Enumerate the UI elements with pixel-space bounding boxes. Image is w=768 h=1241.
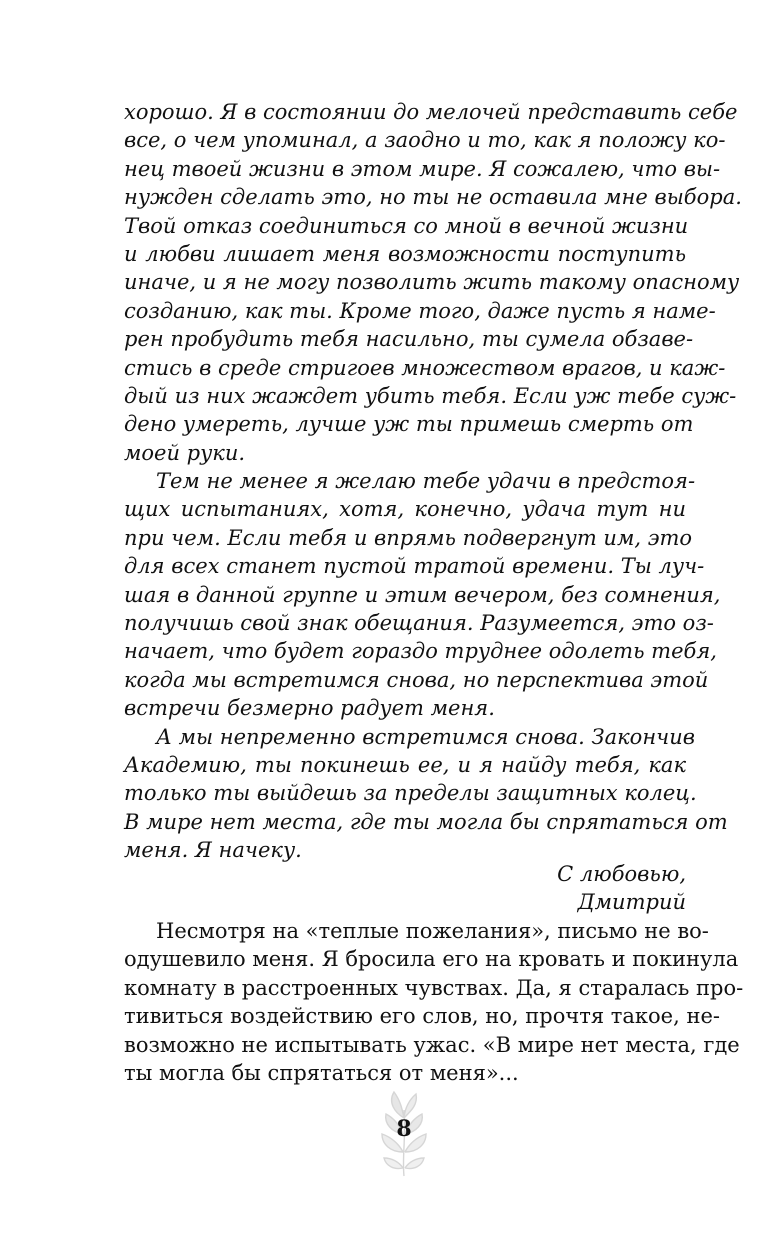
page-number: 8 <box>396 1116 412 1142</box>
letter-line: когда мы встретимся снова, но перспектива этой <box>124 667 709 692</box>
letter-signature <box>124 860 686 917</box>
letter-line: Тем не менее я желаю тебе удачи в предстоя- <box>156 469 696 494</box>
letter-line: хорошо. Я в состоянии до мелочей представить себе <box>124 100 738 124</box>
letter-line: Твой отказ соединиться со мной в вечной жизни <box>124 213 689 238</box>
narrative-line: комнату в расстроенных чувствах. Да, я старалась про- <box>124 975 744 1000</box>
letter-line: начает, что будет гораздо труднее одолеть тебя, <box>124 639 717 664</box>
letter-line: рен пробудить тебя насильно, ты сумела обзаве- <box>124 327 694 352</box>
signature-name: Дмитрий <box>577 890 686 915</box>
narrative-line: Несмотря на «теплые пожелания», письмо не во- <box>156 919 709 943</box>
letter-line: только ты выйдешь за пределы защитных колец. <box>124 781 697 806</box>
letter-line: А мы непременно встретимся снова. Закончив <box>156 724 695 749</box>
signature-closing: С любовью, <box>557 862 686 886</box>
letter-line: шая в данной группе и этим вечером, без сомнения, <box>124 582 721 607</box>
narrative-line: ты могла бы спрятаться от меня»... <box>124 1060 519 1085</box>
narrative-line: одушевило меня. Я бросила его на кровать и покинула <box>124 947 739 972</box>
letter-line: дый из них жаждет убить тебя. Если уж тебе суж- <box>124 383 737 408</box>
letter-line: дено умереть, лучше уж ты примешь смерть от <box>124 412 694 437</box>
narrative-line: тивиться воздействию его слов, но, прочтя такое, не- <box>124 1004 720 1029</box>
letter-line: нужден сделать это, но ты не оставила мне выбора. <box>124 185 742 210</box>
letter-line: получишь свой знак обещания. Разумеется, это оз- <box>124 611 714 636</box>
letter-line: при чем. Если тебя и впрямь подвергнут им, это <box>124 525 693 550</box>
letter-line: В мире нет места, где ты могла бы спрятаться от <box>124 809 728 834</box>
letter-line: моей руки. <box>124 440 246 465</box>
letter-line: и любви лишает меня возможности поступить <box>124 241 686 266</box>
letter-line: созданию, как ты. Кроме того, даже пусть я наме- <box>124 298 716 323</box>
letter-text <box>124 98 742 865</box>
letter-line: нец твоей жизни в этом мире. Я сожалею, что вы- <box>124 156 721 181</box>
letter-line: меня. Я начеку. <box>124 838 302 863</box>
letter-line: все, о чем упоминал, а заодно и то, как я положу ко- <box>124 128 726 153</box>
narrative-line: возможно не испытывать ужас. «В мире нет места, где <box>124 1032 740 1057</box>
letter-line: для всех станет пустой тратой времени. Ты луч- <box>124 554 705 579</box>
narrative-text <box>124 917 744 1087</box>
letter-line: Академию, ты покинешь ее, и я найду тебя, как <box>124 752 686 777</box>
letter-line: стись в среде стригоев множеством врагов, и каж- <box>124 355 726 380</box>
letter-line: щих испытаниях, хотя, конечно, удача тут ни <box>124 497 686 522</box>
letter-line: встречи безмерно радует меня. <box>124 696 495 721</box>
page-footer <box>354 1088 454 1178</box>
letter-line: иначе, и я не могу позволить жить такому опасному <box>124 270 740 295</box>
